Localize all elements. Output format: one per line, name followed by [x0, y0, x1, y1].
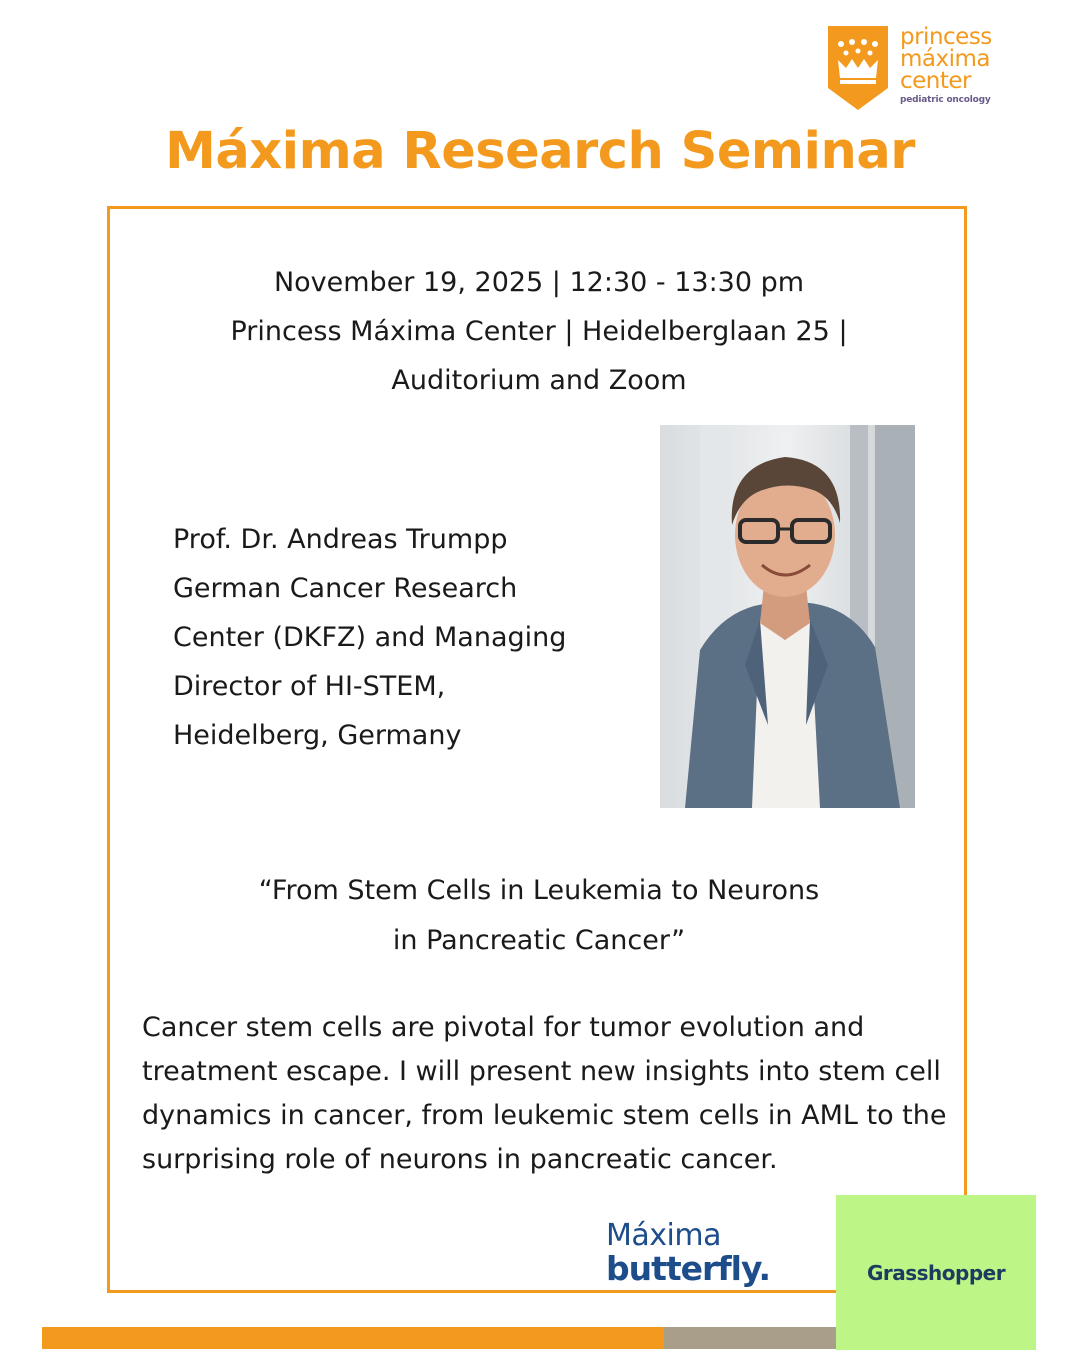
logo-line-center: center: [900, 68, 971, 94]
speaker-affiliation-3: Director of HI-STEM,: [173, 671, 446, 702]
grasshopper-logo: [836, 1195, 1036, 1350]
logo-subtitle: pediatric oncology: [900, 95, 991, 105]
logo-line-maxima: máxima: [900, 46, 990, 72]
page-title: Máxima Research Seminar: [165, 122, 915, 181]
princess-maxima-logo: [828, 26, 1008, 114]
event-details: [110, 258, 968, 405]
logo-line-princess: princess: [900, 24, 992, 50]
speaker-info: [173, 515, 633, 760]
maxima-butterfly-logo: [606, 1220, 770, 1286]
grasshopper-logo-text: Grasshopper: [866, 1260, 1006, 1285]
portrait-illustration: [660, 425, 915, 808]
crown-shield-icon: [828, 26, 888, 110]
speaker-name: Prof. Dr. Andreas Trumpp: [173, 524, 508, 555]
event-location: Princess Máxima Center | Heidelberglaan 25 |: [230, 316, 848, 347]
event-date-time: November 19, 2025 | 12:30 - 13:30 pm: [273, 267, 805, 298]
speaker-portrait: [660, 425, 915, 808]
logo-wordmark: [900, 26, 992, 105]
talk-title: [110, 866, 968, 966]
speaker-affiliation-4: Heidelberg, Germany: [173, 720, 462, 751]
footer-bar-grey: [664, 1327, 836, 1349]
speaker-affiliation-2: Center (DKFZ) and Managing: [173, 622, 567, 653]
butterfly-logo-bottom: butterfly.: [606, 1249, 771, 1288]
talk-title-line-1: “From Stem Cells in Leukemia to Neurons: [258, 875, 820, 906]
butterfly-logo-top: Máxima: [606, 1218, 721, 1253]
footer-bar-orange: [42, 1327, 664, 1349]
talk-abstract: Cancer stem cells are pivotal for tumor evolution and treatment escape. I will present new insights into stem cell dynamics in cancer, from leukemic stem cells in AML to the surprising role of neurons in pancreatic cancer.: [142, 1012, 947, 1175]
speaker-affiliation-1: German Cancer Research: [173, 573, 518, 604]
event-venue: Auditorium and Zoom: [391, 365, 687, 396]
talk-title-line-2: in Pancreatic Cancer”: [392, 925, 686, 956]
